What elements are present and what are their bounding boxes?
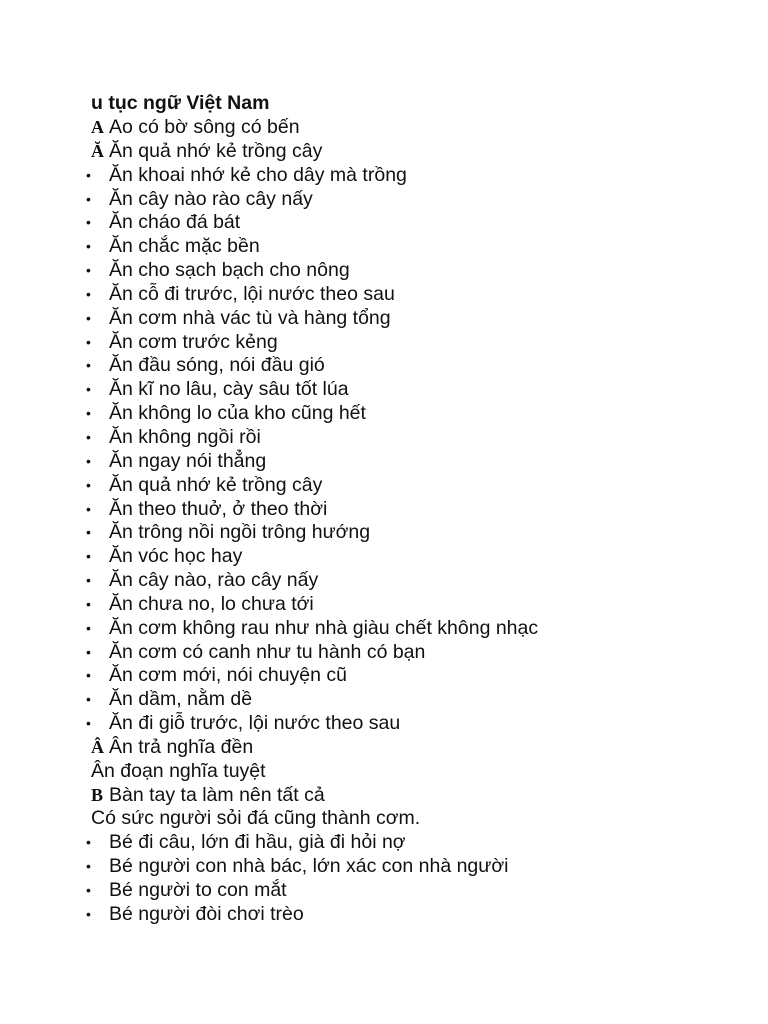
section-letter: Â <box>91 736 104 757</box>
list-item <box>0 188 768 212</box>
proverb-text: Ăn vóc học hay <box>109 545 243 568</box>
list-item <box>0 545 768 569</box>
section-letter: B <box>91 784 104 805</box>
list-item <box>0 164 768 188</box>
section-heading-line <box>0 140 768 164</box>
section-heading-line <box>0 736 768 760</box>
proverb-text: Ăn trông nồi ngồi trông hướng <box>109 521 371 544</box>
proverb-text: Ăn cháo đá bát <box>109 211 241 234</box>
list-item <box>0 378 768 402</box>
proverb-text: Ăn cây nào, rào cây nấy <box>109 569 319 592</box>
proverb-text: Ăn cơm mới, nói chuyện cũ <box>109 664 347 687</box>
bullet-icon: • <box>86 834 91 851</box>
list-item <box>0 354 768 378</box>
proverb-text: Ăn ngay nói thẳng <box>109 449 267 472</box>
section-letter: Ă <box>91 140 104 161</box>
bullet-icon: • <box>86 595 91 612</box>
bullet-icon: • <box>86 905 91 922</box>
section-heading-line <box>0 116 768 140</box>
bullet-icon: • <box>86 452 91 469</box>
list-item <box>0 450 768 474</box>
proverb-text: Bàn tay ta làm nên tất cả <box>109 783 325 806</box>
list-item <box>0 402 768 426</box>
document-title: u tục ngữ Việt Nam <box>91 92 270 114</box>
bullet-icon: • <box>86 238 91 255</box>
list-item <box>0 211 768 235</box>
proverb-text: Ăn cỗ đi trước, lội nước theo sau <box>109 282 395 305</box>
proverb-text: Ăn cơm có canh như tu hành có bạn <box>109 640 426 663</box>
proverb-text: Ăn quả nhớ kẻ trồng cây <box>109 473 323 496</box>
list-item <box>0 426 768 450</box>
list-item <box>0 593 768 617</box>
bullet-icon: • <box>86 619 91 636</box>
proverb-text: Ăn cho sạch bạch cho nông <box>109 259 350 282</box>
list-item <box>0 879 768 903</box>
list-item <box>0 283 768 307</box>
bullet-icon: • <box>86 357 91 374</box>
bullet-icon: • <box>86 214 91 231</box>
proverb-text: Ăn dầm, nằm dề <box>109 688 253 711</box>
proverb-text: Ăn không ngồi rồi <box>109 425 261 448</box>
proverb-text: Có sức người sỏi đá cũng thành cơm. <box>91 807 421 830</box>
bullet-icon: • <box>86 333 91 350</box>
bullet-icon: • <box>86 428 91 445</box>
bullet-icon: • <box>86 548 91 565</box>
bullet-icon: • <box>86 500 91 517</box>
proverb-text: Ăn không lo của kho cũng hết <box>109 402 366 425</box>
bullet-icon: • <box>86 262 91 279</box>
section-letter: A <box>91 117 104 137</box>
proverb-text: Ân trả nghĩa đền <box>109 735 254 758</box>
proverb-text: Bé người con nhà bác, lớn xác con nhà người <box>109 855 509 878</box>
proverb-text: Ăn theo thuở, ở theo thời <box>109 497 328 520</box>
proverb-text: Ăn đi giỗ trước, lội nước theo sau <box>109 712 401 735</box>
list-item <box>0 521 768 545</box>
bullet-icon: • <box>86 882 91 898</box>
proverb-text: Ăn cơm trước kẻng <box>109 330 278 353</box>
list-item <box>0 498 768 522</box>
proverb-text: Ăn khoai nhớ kẻ cho dây mà trồng <box>109 163 407 186</box>
bullet-icon: • <box>86 309 91 326</box>
bullet-icon: • <box>86 667 91 684</box>
proverb-text: Ân đoạn nghĩa tuyệt <box>91 759 266 782</box>
plain-line <box>0 807 768 831</box>
list-item <box>0 617 768 641</box>
bullet-icon: • <box>86 715 91 732</box>
bullet-icon: • <box>86 476 91 493</box>
list-item <box>0 235 768 259</box>
bullet-icon: • <box>86 285 91 302</box>
proverb-text: Ăn cơm nhà vác tù và hàng tổng <box>109 306 391 329</box>
bullet-icon: • <box>86 858 91 875</box>
list-item <box>0 331 768 355</box>
proverb-text: Bé người to con mắt <box>109 879 287 901</box>
proverb-text: Ăn đầu sóng, nói đầu gió <box>109 354 325 377</box>
bullet-icon: • <box>86 405 91 422</box>
bullet-icon: • <box>86 691 91 708</box>
proverb-text: Bé đi câu, lớn đi hầu, già đi hỏi nợ <box>109 831 406 854</box>
bullet-icon: • <box>86 166 91 183</box>
proverb-text: Ăn kĩ no lâu, cày sâu tốt lúa <box>109 378 349 401</box>
list-item <box>0 641 768 665</box>
bullet-icon: • <box>86 643 91 660</box>
proverb-text: Ăn chắc mặc bền <box>109 235 260 258</box>
proverb-list <box>0 116 768 927</box>
list-item <box>0 855 768 879</box>
proverb-text: Ăn cơm không rau như nhà giàu chết không nhạc <box>109 616 539 639</box>
bullet-icon: • <box>86 572 91 589</box>
list-item <box>0 569 768 593</box>
list-item <box>0 712 768 736</box>
bullet-icon: • <box>86 524 91 541</box>
plain-line <box>0 760 768 784</box>
list-item <box>0 664 768 688</box>
list-item <box>0 307 768 331</box>
section-heading-line <box>0 784 768 808</box>
list-item <box>0 903 768 927</box>
list-item <box>0 474 768 498</box>
proverb-text: Ăn cây nào rào cây nấy <box>109 187 313 210</box>
proverb-text: Ăn quả nhớ kẻ trồng cây <box>109 139 323 162</box>
proverb-text: Ăn chưa no, lo chưa tới <box>109 592 314 615</box>
list-item <box>0 831 768 855</box>
bullet-icon: • <box>86 190 91 207</box>
proverb-text: Bé người đòi chơi trèo <box>109 902 304 925</box>
list-item <box>0 688 768 712</box>
list-item <box>0 259 768 283</box>
proverb-text: Ao có bờ sông có bến <box>109 116 300 138</box>
bullet-icon: • <box>86 381 91 398</box>
